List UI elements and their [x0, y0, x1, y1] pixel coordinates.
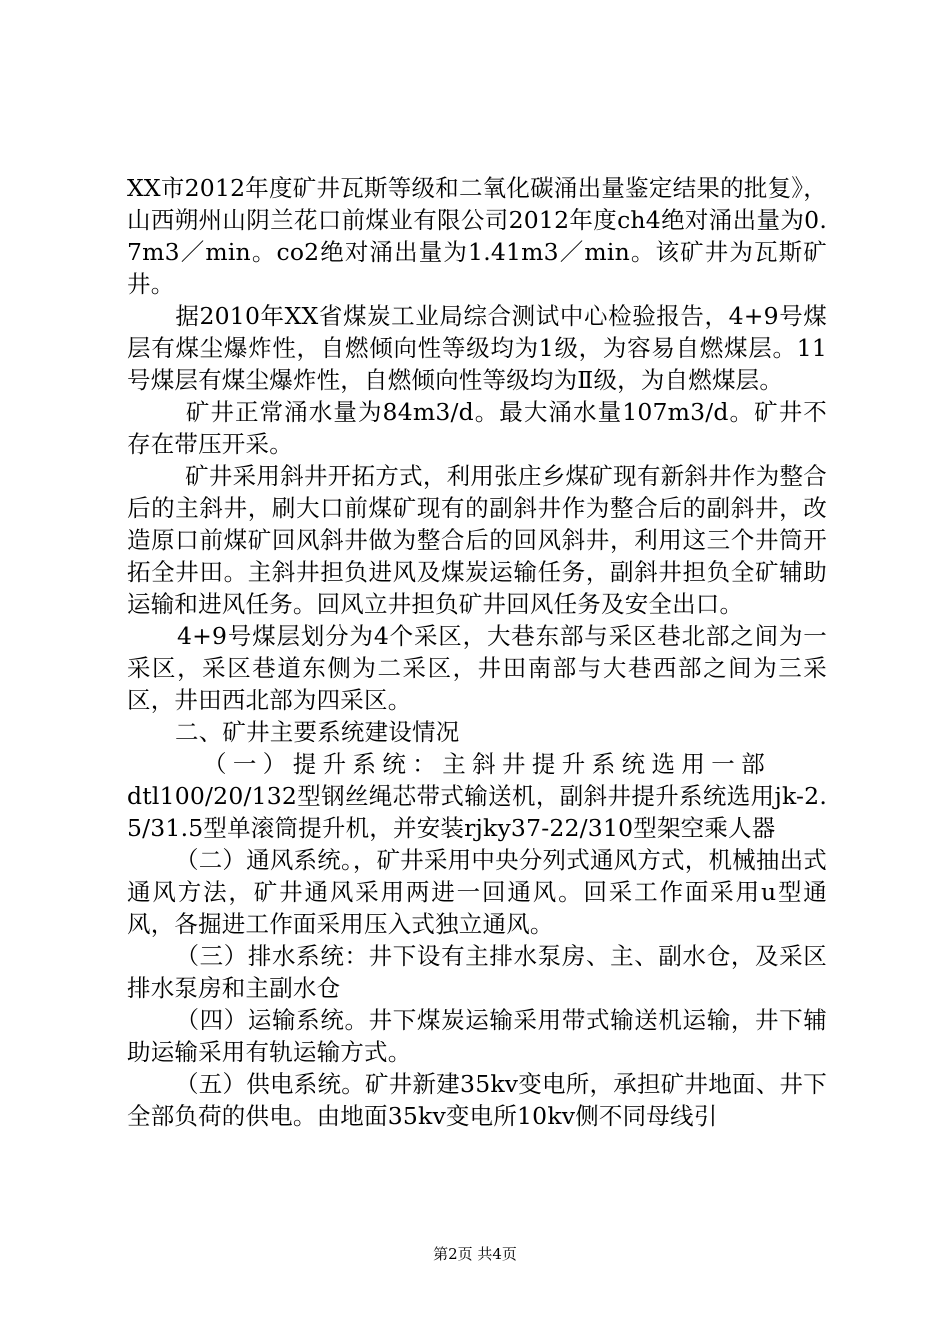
paragraph-power-supply-system	[127, 1068, 827, 1132]
paragraph-text: 矿井正常涌水量为84m3/d。最大涌水量107m3/d。矿井不存在带压开采。	[127, 398, 827, 458]
paragraph-development-method	[127, 460, 827, 620]
paragraph-text: dtl100/20/132型钢丝绳芯带式输送机，副斜井提升系统选用jk-2.5/31.5型单滚筒提升机，并安装rjky37-22/310型架空乘人器	[127, 782, 827, 842]
paragraph-ventilation-system	[127, 844, 827, 940]
page-footer	[0, 1244, 950, 1264]
paragraph-transport-system	[127, 1004, 827, 1068]
section-heading-main-systems	[127, 716, 827, 748]
paragraph-text: 据2010年XX省煤炭工业局综合测试中心检验报告，4+9号煤层有煤尘爆炸性，自燃倾向性等级均为1级，为容易自燃煤层。11号煤层有煤尘爆炸性，自燃倾向性等级均为Ⅱ级，为自燃煤层。	[127, 302, 827, 394]
paragraph-mining-districts	[127, 620, 827, 716]
paragraph-hoisting-system	[127, 780, 827, 844]
paragraph-text: （一）提升系统：主斜井提升系统选用一部	[203, 750, 772, 778]
paragraph-hoisting-system-lead	[127, 748, 827, 780]
page-number: 第2页 共4页	[433, 1245, 517, 1263]
paragraph-text: （二）通风系统。，矿井采用中央分列式通风方式，机械抽出式通风方法，矿井通风采用两进一回通风。回采工作面采用u型通风，各掘进工作面采用压入式独立通风。	[127, 846, 827, 938]
paragraph-text: XX市2012年度矿井瓦斯等级和二氧化碳涌出量鉴定结果的批复》，山西朔州山阴兰花口前煤业有限公司2012年度ch4绝对涌出量为0.7m3／min。co2绝对涌出量为1.41m3／min。该矿井为瓦斯矿井。	[127, 174, 827, 298]
paragraph-water-inflow	[127, 396, 827, 460]
document-body	[127, 172, 827, 1132]
paragraph-text: 矿井采用斜井开拓方式，利用张庄乡煤矿现有新斜井作为整合后的主斜井，刷大口前煤矿现有的副斜井作为整合后的副斜井，改造原口前煤矿回风斜井做为整合后的回风斜井，利用这三个井筒开拓全井田。主斜井担负进风及煤炭运输任务，副斜井担负全矿辅助运输和进风任务。回风立井担负矿井回风任务及安全出口。	[127, 462, 827, 618]
paragraph-gas-rating	[127, 172, 827, 300]
paragraph-coal-dust	[127, 300, 827, 396]
paragraph-text: （四）运输系统。井下煤炭运输采用带式输送机运输，井下辅助运输采用有轨运输方式。	[127, 1006, 827, 1066]
paragraph-text: 二、矿井主要系统建设情况	[175, 718, 460, 746]
paragraph-text: （五）供电系统。矿井新建35kv变电所，承担矿井地面、井下全部负荷的供电。由地面35kv变电所10kv侧不同母线引	[127, 1070, 827, 1130]
paragraph-drainage-system	[127, 940, 827, 1004]
paragraph-text: （三）排水系统：井下设有主排水泵房、主、副水仓，及采区排水泵房和主副水仓	[127, 942, 827, 1002]
paragraph-text: 4+9号煤层划分为4个采区，大巷东部与采区巷北部之间为一采区，采区巷道东侧为二采区，井田南部与大巷西部之间为三采区，井田西北部为四采区。	[127, 622, 827, 714]
